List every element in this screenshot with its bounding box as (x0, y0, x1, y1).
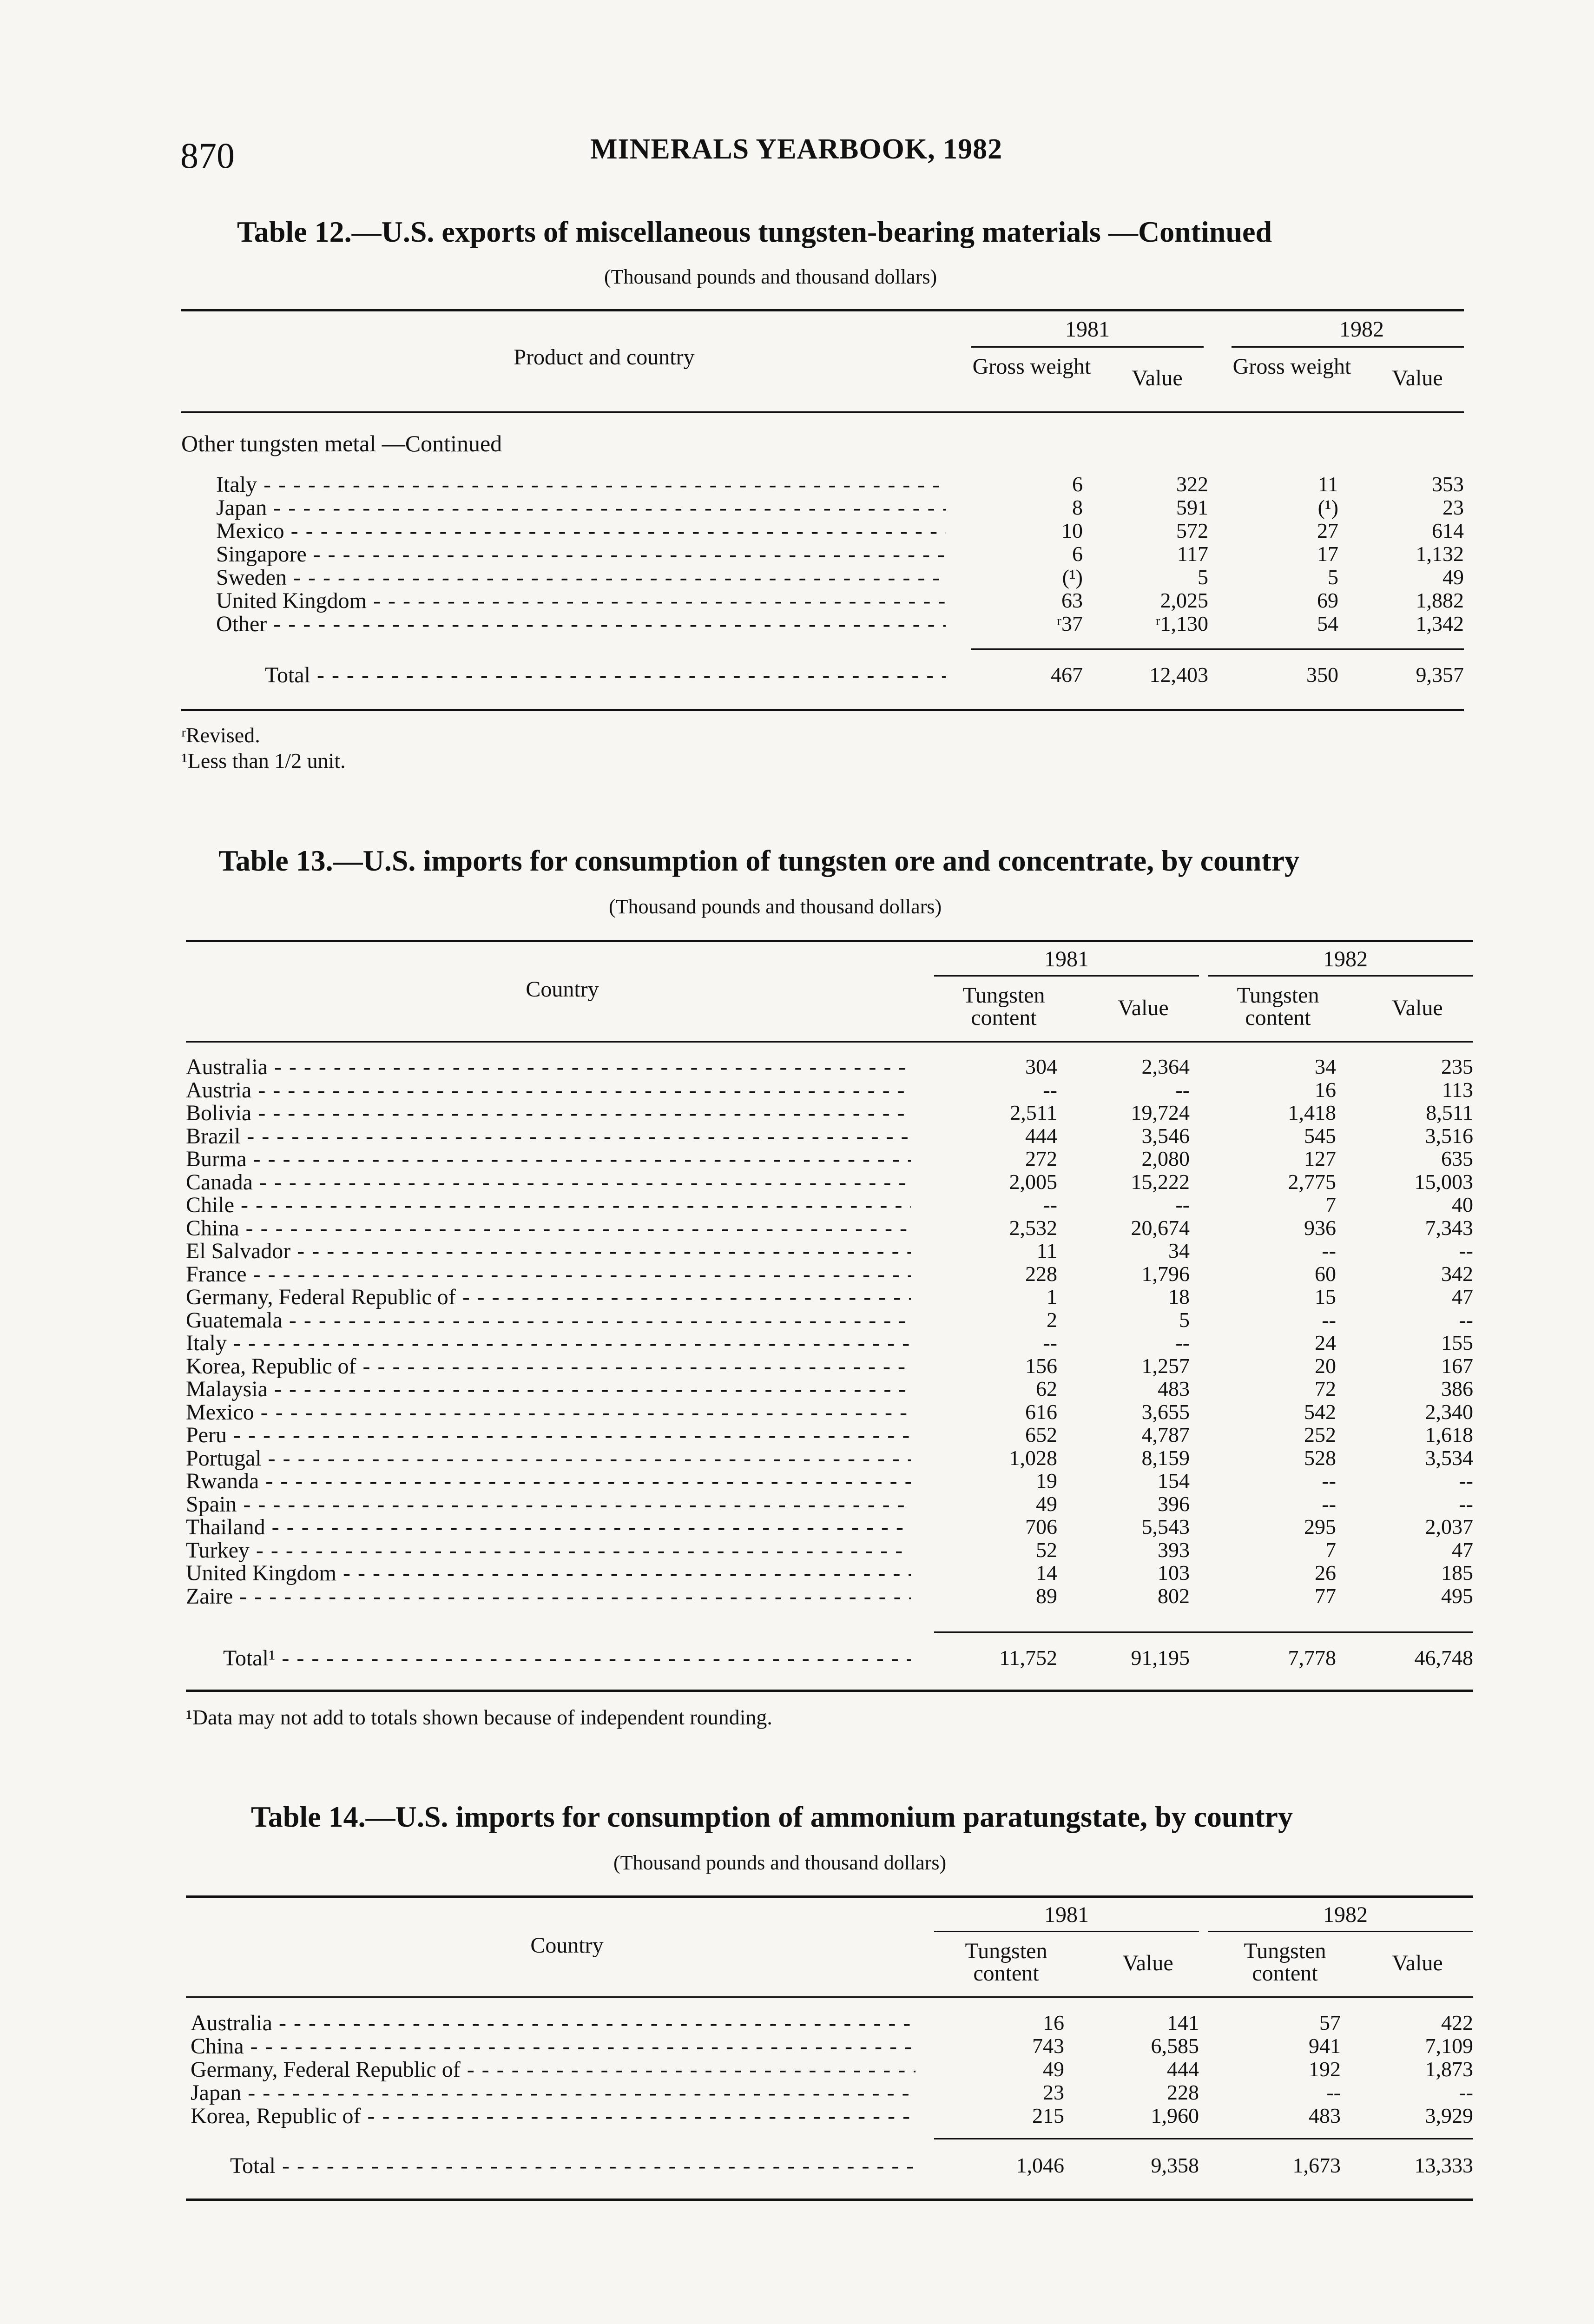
cell-value: -- (1322, 1492, 1336, 1516)
row-label: Other - - - (216, 611, 946, 637)
total-value: 11,752 (999, 1646, 1057, 1670)
cell-value: 483 (1309, 2104, 1341, 2127)
cell-value: 444 (1167, 2057, 1199, 2081)
cell-value: 10 (1061, 519, 1083, 542)
cell-value: 706 (1025, 1515, 1057, 1538)
cell-value: 304 (1025, 1055, 1057, 1078)
row-label: Korea, Republic of - - - (191, 2103, 916, 2129)
cell-value: 8,159 (1141, 1446, 1190, 1470)
cell-value: 47 (1452, 1285, 1473, 1308)
cell-value: 7,343 (1425, 1215, 1473, 1240)
cell-value: -- (1459, 1469, 1473, 1492)
cell-value: 542 (1304, 1400, 1336, 1424)
cell-value: ʳ1,130 (1155, 612, 1208, 635)
table-12-subtitle: (Thousand pounds and thousand dollars) (604, 265, 937, 288)
table-13-title: Table 13.—U.S. imports for consumption of tungsten ore and concentrate, by country (218, 844, 1299, 877)
cell-value: -- (1043, 1193, 1057, 1216)
cell-value: 591 (1176, 495, 1208, 519)
table-14-top-rule (186, 1895, 1473, 1898)
table-13-bottom-rule (186, 1690, 1473, 1692)
row-label: Mexico - - - (186, 1400, 911, 1425)
table-14-title: Table 14.—U.S. imports for consumption of ammonium paratungstate, by country (251, 1800, 1293, 1833)
cell-value: 1,418 (1288, 1101, 1336, 1124)
cell-value: -- (1459, 1239, 1473, 1262)
cell-value: 5 (1198, 565, 1208, 589)
table-12-col2-header: Value (1132, 366, 1183, 390)
table-13-year-1981: 1981 (1044, 947, 1089, 971)
cell-value: 8,511 (1426, 1101, 1473, 1124)
cell-value: 936 (1304, 1215, 1336, 1240)
row-label: Australia - - - (186, 1054, 911, 1080)
cell-value: 19 (1036, 1469, 1057, 1492)
table-12-top-rule (181, 309, 1464, 311)
cell-value: 15,222 (1131, 1169, 1190, 1194)
table-13-col3-header: Tungsten content (1237, 983, 1319, 1030)
cell-value: -- (1326, 2080, 1341, 2104)
row-label: Canada - - - (186, 1169, 911, 1195)
cell-value: 1,618 (1425, 1423, 1473, 1446)
table-13-col4-header: Value (1392, 996, 1443, 1020)
cell-value: 444 (1025, 1123, 1057, 1148)
table-12-year-1982: 1982 (1339, 317, 1384, 342)
table-12-bottom-rule (181, 709, 1464, 711)
cell-value: 7 (1325, 1193, 1336, 1216)
cell-value: 72 (1315, 1377, 1336, 1400)
cell-value: 1,132 (1416, 542, 1464, 566)
cell-value: ʳ37 (1057, 612, 1083, 635)
cell-value: 616 (1025, 1400, 1057, 1424)
cell-value: 7,109 (1425, 2034, 1473, 2058)
cell-value: 113 (1442, 1077, 1473, 1102)
cell-value: 40 (1452, 1193, 1473, 1216)
cell-value: 572 (1176, 519, 1208, 542)
cell-value: 422 (1441, 2011, 1473, 2034)
cell-value: 743 (1032, 2034, 1064, 2058)
table-12-total-rule (971, 648, 1464, 650)
row-label: Zaire - - - (186, 1584, 911, 1609)
cell-value: 49 (1036, 1492, 1057, 1516)
cell-value: 117 (1177, 542, 1208, 566)
cell-value: 635 (1441, 1147, 1473, 1170)
row-label: Rwanda - - - (186, 1468, 911, 1494)
table-12-col3-header: Gross weight (1232, 354, 1351, 379)
cell-value: 63 (1061, 588, 1083, 612)
cell-value: 652 (1025, 1423, 1057, 1446)
cell-value: 386 (1441, 1377, 1473, 1400)
cell-value: 11 (1317, 472, 1338, 496)
total-label: Total - - - (265, 662, 946, 688)
cell-value: 34 (1315, 1055, 1336, 1078)
row-label: Sweden - - - (216, 565, 946, 590)
table-12-footnote-revised: ʳRevised. (181, 723, 260, 747)
row-label: Japan - - - (191, 2080, 916, 2106)
total-value: 7,778 (1288, 1646, 1336, 1670)
table-14-bottom-rule (186, 2199, 1473, 2201)
table-12-year-1981: 1981 (1065, 317, 1110, 342)
table-14-year-1982: 1982 (1323, 1902, 1368, 1927)
cell-value: 89 (1036, 1584, 1057, 1608)
row-label: United Kingdom - - - (186, 1560, 911, 1586)
row-label: Brazil - - - (186, 1123, 911, 1149)
cell-value: 1,796 (1141, 1261, 1190, 1286)
cell-value: 57 (1319, 2011, 1341, 2034)
row-label: Germany, Federal Republic of - - - (186, 1284, 911, 1310)
row-label: Portugal - - - (186, 1446, 911, 1471)
cell-value: 295 (1304, 1515, 1336, 1538)
row-label: Austria - - - (186, 1077, 911, 1103)
table-13-total-rule (934, 1631, 1473, 1633)
table-14-total-rule (934, 2138, 1473, 2139)
total-value: 13,333 (1414, 2153, 1473, 2177)
cell-value: 2,037 (1425, 1515, 1473, 1538)
cell-value: 614 (1432, 519, 1464, 542)
cell-value: 215 (1032, 2104, 1064, 2127)
cell-value: 49 (1443, 565, 1464, 589)
row-label: China - - - (186, 1215, 911, 1241)
row-label: United Kingdom - - - (216, 588, 946, 614)
table-12-section-label: Other tungsten metal —Continued (181, 430, 502, 456)
cell-value: -- (1175, 1077, 1190, 1102)
cell-value: 16 (1315, 1077, 1336, 1102)
cell-value: 393 (1158, 1538, 1190, 1562)
cell-value: 49 (1043, 2057, 1064, 2081)
total-value: 467 (1051, 663, 1083, 687)
cell-value: 141 (1167, 2011, 1199, 2034)
total-label: Total¹ - - - (223, 1645, 911, 1671)
cell-value: 103 (1158, 1561, 1190, 1585)
cell-value: -- (1175, 1331, 1190, 1354)
cell-value: 19,724 (1131, 1101, 1190, 1124)
cell-value: 24 (1315, 1331, 1336, 1354)
total-value: 1,046 (1016, 2153, 1064, 2177)
table-13-year-rule-1 (934, 975, 1199, 977)
cell-value: 47 (1452, 1538, 1473, 1562)
cell-value: 1,960 (1151, 2104, 1199, 2127)
row-label: Guatemala - - - (186, 1307, 911, 1333)
cell-value: 8 (1072, 495, 1083, 519)
cell-value: 483 (1158, 1377, 1190, 1400)
cell-value: 20,674 (1131, 1215, 1190, 1240)
cell-value: 252 (1304, 1423, 1336, 1446)
cell-value: 6,585 (1151, 2034, 1199, 2058)
cell-value: 5,543 (1141, 1515, 1190, 1538)
cell-value: -- (1175, 1193, 1190, 1216)
cell-value: 11 (1036, 1239, 1057, 1262)
cell-value: 235 (1441, 1055, 1473, 1078)
row-label: Italy - - - (216, 472, 946, 497)
row-label: Korea, Republic of - - - (186, 1353, 911, 1379)
cell-value: 16 (1043, 2011, 1064, 2034)
cell-value: 528 (1304, 1446, 1336, 1470)
table-13-year-1982: 1982 (1323, 947, 1368, 971)
table-13-stub-header: Country (526, 977, 599, 1002)
row-label: Singapore - - - (216, 541, 946, 567)
cell-value: -- (1459, 1492, 1473, 1516)
cell-value: 2,775 (1288, 1169, 1336, 1194)
cell-value: -- (1459, 2080, 1473, 2104)
row-label: Italy - - - (186, 1330, 911, 1356)
cell-value: 1,028 (1009, 1446, 1057, 1470)
row-label: Spain - - - (186, 1492, 911, 1517)
cell-value: 3,534 (1425, 1446, 1473, 1470)
row-label: Australia - - - (191, 2010, 916, 2036)
cell-value: 342 (1441, 1261, 1473, 1286)
total-value: 1,673 (1292, 2153, 1341, 2177)
table-14-header-rule (186, 1996, 1473, 1998)
cell-value: 23 (1043, 2080, 1064, 2104)
table-12-year-rule-2 (1232, 346, 1464, 348)
cell-value: 2,080 (1141, 1147, 1190, 1170)
cell-value: 5 (1179, 1307, 1190, 1332)
cell-value: 2,532 (1009, 1215, 1057, 1240)
cell-value: 20 (1315, 1353, 1336, 1378)
cell-value: 127 (1304, 1147, 1336, 1170)
cell-value: 1 (1047, 1285, 1057, 1308)
table-14-year-1981: 1981 (1044, 1902, 1089, 1927)
cell-value: 26 (1315, 1561, 1336, 1585)
cell-value: 1,882 (1416, 588, 1464, 612)
table-12-footnote-less-than: ¹Less than 1/2 unit. (181, 749, 346, 772)
table-14-col4-header: Value (1392, 1951, 1443, 1975)
cell-value: -- (1322, 1469, 1336, 1492)
row-label: Turkey - - - (186, 1538, 911, 1563)
total-value: 12,403 (1149, 663, 1208, 687)
table-14-year-rule-2 (1208, 1931, 1473, 1932)
cell-value: 941 (1309, 2034, 1341, 2058)
table-12-stub-header: Product and country (514, 345, 695, 370)
cell-value: 2,511 (1010, 1101, 1057, 1124)
table-12-header-rule (181, 411, 1464, 413)
row-label: Chile - - - (186, 1192, 911, 1218)
cell-value: -- (1043, 1331, 1057, 1354)
table-13-footnote: ¹Data may not add to totals shown because of independent rounding. (186, 1705, 772, 1729)
cell-value: 228 (1167, 2080, 1199, 2104)
cell-value: 62 (1036, 1377, 1057, 1400)
cell-value: -- (1459, 1307, 1473, 1332)
cell-value: 34 (1168, 1239, 1190, 1262)
cell-value: 3,546 (1141, 1123, 1190, 1148)
cell-value: 192 (1309, 2057, 1341, 2081)
table-12-year-rule-1 (971, 346, 1204, 348)
cell-value: 6 (1072, 472, 1083, 496)
cell-value: (¹) (1062, 565, 1083, 589)
cell-value: 14 (1036, 1561, 1057, 1585)
cell-value: 802 (1158, 1584, 1190, 1608)
page-number: 870 (180, 135, 235, 176)
table-13-col1-header: Tungsten content (962, 983, 1045, 1030)
row-label: China - - - (191, 2034, 916, 2059)
cell-value: 54 (1317, 612, 1338, 635)
cell-value: 322 (1176, 472, 1208, 496)
cell-value: 27 (1317, 519, 1338, 542)
cell-value: 353 (1432, 472, 1464, 496)
table-14-col2-header: Value (1122, 1951, 1173, 1975)
table-14-col1-header: Tungsten content (965, 1939, 1047, 1986)
cell-value: 2,364 (1141, 1055, 1190, 1078)
cell-value: -- (1322, 1239, 1336, 1262)
row-label: Malaysia - - - (186, 1376, 911, 1402)
row-label: Burma - - - (186, 1146, 911, 1172)
row-label: El Salvador - - - (186, 1238, 911, 1264)
row-label: Mexico - - - (216, 518, 946, 544)
total-label: Total - - - (230, 2153, 916, 2179)
table-14-stub-header: Country (530, 1933, 604, 1958)
cell-value: 15,003 (1414, 1169, 1473, 1194)
total-value: 9,357 (1416, 663, 1464, 687)
table-12-title: Table 12.—U.S. exports of miscellaneous tungsten-bearing materials —Continued (237, 215, 1272, 248)
cell-value: 17 (1317, 542, 1338, 566)
total-value: 350 (1306, 663, 1338, 687)
row-label: Germany, Federal Republic of - - - (191, 2057, 916, 2082)
table-14-col3-header: Tungsten content (1244, 1939, 1326, 1986)
cell-value: 52 (1036, 1538, 1057, 1562)
cell-value: 155 (1441, 1331, 1473, 1354)
cell-value: -- (1043, 1077, 1057, 1102)
cell-value: 7 (1325, 1538, 1336, 1562)
table-13-year-rule-2 (1208, 975, 1473, 977)
table-12-col4-header: Value (1392, 366, 1443, 390)
cell-value: 60 (1315, 1261, 1336, 1286)
cell-value: 2 (1047, 1307, 1057, 1332)
cell-value: 156 (1025, 1353, 1057, 1378)
cell-value: 23 (1443, 495, 1464, 519)
table-13-header-rule (186, 1041, 1473, 1043)
cell-value: 18 (1168, 1285, 1190, 1308)
row-label: Peru - - - (186, 1422, 911, 1448)
cell-value: 4,787 (1141, 1423, 1190, 1446)
cell-value: 1,257 (1141, 1353, 1190, 1378)
row-label: Thailand - - - (186, 1514, 911, 1540)
row-label: Japan - - - (216, 495, 946, 521)
cell-value: (¹) (1317, 495, 1338, 519)
cell-value: -- (1322, 1307, 1336, 1332)
cell-value: 228 (1025, 1261, 1057, 1286)
running-head: MINERALS YEARBOOK, 1982 (590, 133, 1003, 165)
cell-value: 5 (1328, 565, 1338, 589)
cell-value: 6 (1072, 542, 1083, 566)
table-12-col1-header: Gross weight (972, 354, 1091, 379)
cell-value: 272 (1025, 1147, 1057, 1170)
row-label: France - - - (186, 1261, 911, 1287)
cell-value: 3,929 (1425, 2104, 1473, 2127)
table-13-top-rule (186, 940, 1473, 942)
cell-value: 2,025 (1160, 588, 1208, 612)
total-value: 9,358 (1151, 2153, 1199, 2177)
cell-value: 2,005 (1009, 1169, 1057, 1194)
cell-value: 1,342 (1416, 612, 1464, 635)
cell-value: 77 (1315, 1584, 1336, 1608)
row-label: Bolivia - - - (186, 1100, 911, 1126)
cell-value: 396 (1158, 1492, 1190, 1516)
cell-value: 69 (1317, 588, 1338, 612)
cell-value: 3,655 (1141, 1400, 1190, 1424)
cell-value: 2,340 (1425, 1400, 1473, 1424)
cell-value: 495 (1441, 1584, 1473, 1608)
table-13-subtitle: (Thousand pounds and thousand dollars) (609, 895, 942, 918)
cell-value: 3,516 (1425, 1123, 1473, 1148)
cell-value: 154 (1158, 1469, 1190, 1492)
cell-value: 185 (1441, 1561, 1473, 1585)
total-value: 91,195 (1131, 1646, 1190, 1670)
total-value: 46,748 (1414, 1646, 1473, 1670)
cell-value: 167 (1441, 1353, 1473, 1378)
cell-value: 15 (1315, 1285, 1336, 1308)
table-14-year-rule-1 (934, 1931, 1199, 1932)
table-13-col2-header: Value (1118, 996, 1169, 1020)
table-14-subtitle: (Thousand pounds and thousand dollars) (613, 1851, 947, 1874)
cell-value: 545 (1304, 1123, 1336, 1148)
cell-value: 1,873 (1425, 2057, 1473, 2081)
